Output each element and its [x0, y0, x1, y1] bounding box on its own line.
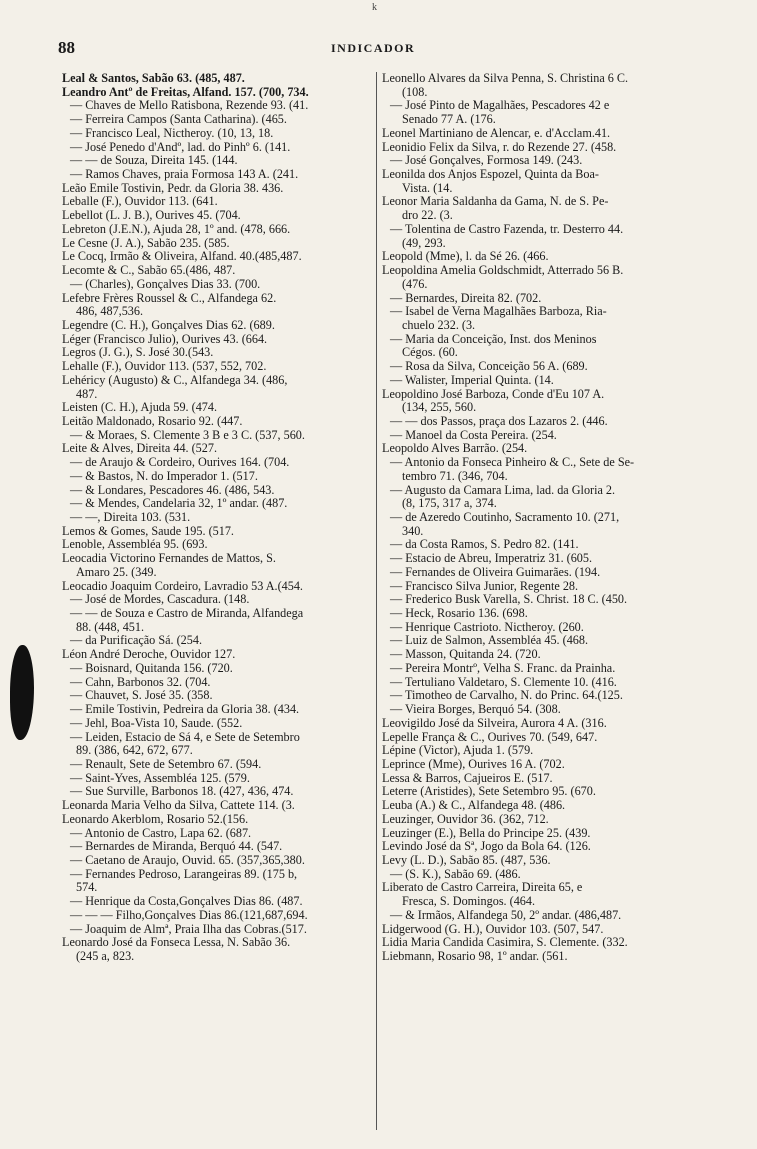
left-column-entry: Leão Emile Tostivin, Pedr. da Gloria 38. 436. [62, 181, 284, 195]
left-column-entry: — Emile Tostivin, Pedreira da Gloria 38. (434. [70, 703, 300, 717]
left-column-entry: Amaro 25. (349. [76, 565, 157, 579]
right-column-entry: — Walister, Imperial Quinta. (14. [390, 373, 554, 387]
right-column-entry: — (S. K.), Sabão 69. (486. [390, 867, 521, 881]
left-column-entry: — Fernandes Pedroso, Larangeiras 89. (175 b, [70, 867, 298, 881]
right-column-entry: chuelo 232. (3. [402, 318, 476, 332]
right-column-entry: Leopoldino José Barboza, Conde d'Eu 107 A. [382, 387, 605, 401]
right-column-entry: (108. [402, 85, 428, 99]
left-column-entry: Lehalle (F.), Ouvidor 113. (537, 552, 702. [62, 360, 267, 374]
right-column-entry: Leuba (A.) & C., Alfandega 48. (486. [382, 799, 566, 813]
left-column-entry: — — de Souza, Direita 145. (144. [70, 154, 238, 168]
right-column-entry: Leopold (Mme), l. da Sé 26. (466. [382, 250, 549, 264]
left-column-entry: — Saint-Yves, Assembléa 125. (579. [70, 771, 250, 785]
left-column-entry: — Chauvet, S. José 35. (358. [70, 689, 213, 703]
left-column-entry: Leonardo José da Fonseca Lessa, N. Sabão 36. [62, 936, 291, 950]
right-column-entry: (134, 255, 560. [402, 401, 477, 415]
left-column-entry: Lehéricy (Augusto) & C., Alfandega 34. (486, [62, 373, 288, 387]
right-column-entry: dro 22. (3. [402, 209, 453, 223]
right-column-entry: — José Gonçalves, Formosa 149. (243. [390, 154, 583, 168]
right-column-entry: — Vieira Borges, Berquó 54. (308. [390, 703, 561, 717]
right-column-entry: — Manoel da Costa Pereira. (254. [390, 428, 557, 442]
right-column-entry: Leonello Alvares da Silva Penna, S. Christina 6 C. [382, 72, 629, 85]
right-column-entry: — Augusto da Camara Lima, lad. da Gloria 2. [390, 483, 616, 497]
left-column-entry: — José Penedo d'Andº, lad. do Pinhº 6. (141. [70, 140, 291, 154]
right-column-entry: Leuzinger, Ouvidor 36. (362, 712. [382, 812, 549, 826]
left-column-entry: — Boisnard, Quitanda 156. (720. [70, 661, 233, 675]
right-column-entry: — Pereira Montrº, Velha S. Franc. da Prainha. [390, 661, 616, 675]
page-number: 88 [58, 38, 75, 57]
right-column-entry: — Frederico Busk Varella, S. Christ. 18 C. (450. [390, 593, 628, 607]
right-column-entry: — Isabel de Verna Magalhães Barboza, Ria- [390, 305, 607, 319]
left-column-entry: — & Moraes, S. Clemente 3 B e 3 C. (537, 560. [70, 428, 305, 442]
left-column-entry: — da Purificação Sá. (254. [70, 634, 202, 648]
right-column-entry: Leonor Maria Saldanha da Gama, N. de S. Pe- [382, 195, 609, 209]
left-column-entry: — & Londares, Pescadores 46. (486, 543. [70, 483, 275, 497]
right-column-entry: — Fernandes de Oliveira Guimarães. (194. [390, 565, 601, 579]
right-column-entry: — Estacio de Abreu, Imperatriz 31. (605. [390, 552, 593, 566]
right-column-entry: Levy (L. D.), Sabão 85. (487, 536. [382, 853, 551, 867]
right-column-entry: Fresca, S. Domingos. (464. [402, 895, 536, 909]
left-column-entry: — Jehl, Boa-Vista 10, Saude. (552. [70, 716, 243, 730]
right-column-entry: — de Azeredo Coutinho, Sacramento 10. (271, [390, 511, 620, 524]
left-column-entry: — de Araujo & Cordeiro, Ourives 164. (704. [70, 456, 290, 470]
left-column-entry: Léger (Francisco Julio), Ourives 43. (664. [62, 332, 268, 346]
right-column-entry: (8, 175, 317 a, 374. [402, 497, 497, 511]
right-column-entry: — Francisco Silva Junior, Regente 28. [390, 579, 579, 593]
right-column-entry: tembro 71. (346, 704. [402, 469, 508, 483]
right-column-entry: Vista. (14. [402, 181, 453, 195]
right-column-entry: — Masson, Quitanda 24. (720. [390, 648, 541, 662]
running-title: INDICADOR [331, 41, 416, 55]
left-column-entry: (245 a, 823. [76, 950, 135, 963]
left-column-entry: 574. [76, 881, 98, 895]
left-column-entry: — (Charles), Gonçalves Dias 33. (700. [70, 277, 261, 291]
page-header [58, 38, 698, 60]
left-column-entry: — Sue Surville, Barbonos 18. (427, 436, 474. [70, 785, 294, 799]
left-column-entry: — Ferreira Campos (Santa Catharina). (465. [70, 113, 287, 127]
left-column-entry: — — — Filho,Gonçalves Dias 86.(121,687,694. [70, 908, 308, 922]
left-column-entry: Lenoble, Assembléa 95. (693. [62, 538, 208, 552]
right-column-entry: Leopoldina Amelia Goldschmidt, Atterrado 56 B. [382, 264, 624, 278]
left-column-entry: Leocadia Victorino Fernandes de Mattos, S. [62, 552, 276, 566]
left-column-entry: Leal & Santos, Sabão 63. (485, 487. [62, 72, 245, 85]
left-column-entry: — Francisco Leal, Nictheroy. (10, 13, 18. [70, 126, 274, 140]
right-column-entry: — Tolentina de Castro Fazenda, tr. Desterro 44. [390, 222, 624, 236]
right-column-entry: Leterre (Aristides), Sete Setembro 95. (670. [382, 785, 596, 799]
column-divider [376, 72, 377, 1130]
left-column-entry: — & Mendes, Candelaria 32, 1º andar. (487. [70, 497, 288, 511]
right-column-entry: Lépine (Victor), Ajuda 1. (579. [382, 744, 534, 758]
right-column-entry: Leovigildo José da Silveira, Aurora 4 A. (316. [382, 716, 607, 730]
left-column-entry: Lebellot (L. J. B.), Ourives 45. (704. [62, 209, 241, 223]
right-column-entry: — Maria da Conceição, Inst. dos Meninos [390, 332, 597, 346]
ink-blot [10, 645, 34, 740]
left-column-entry: — Bernardes de Miranda, Berquó 44. (547. [70, 840, 283, 854]
right-column-entry: Cégos. (60. [402, 346, 458, 360]
top-mark: k [372, 2, 377, 13]
left-column-entry: 487. [76, 387, 98, 401]
right-column-entry: Leprince (Mme), Ourives 16 A. (702. [382, 757, 565, 771]
right-column-entry: — Rosa da Silva, Conceição 56 A. (689. [390, 360, 588, 374]
right-column-entry: Levindo José da Sª, Jogo da Bola 64. (126. [382, 840, 591, 854]
left-column-entry: — Cahn, Barbonos 32. (704. [70, 675, 211, 689]
right-column-entry: (49, 293. [402, 236, 446, 250]
left-column-entry: — Ramos Chaves, praia Formosa 143 A. (241. [70, 168, 299, 182]
left-column-entry: Lemos & Gomes, Saude 195. (517. [62, 524, 234, 538]
left-column-entry: 486, 487,536. [76, 305, 144, 319]
left-column-entry: Leonardo Akerblom, Rosario 52.(156. [62, 812, 249, 826]
right-column-entry: Liberato de Castro Carreira, Direita 65, e [382, 881, 583, 895]
right-column-entry: — Henrique Castrioto. Nictheroy. (260. [390, 620, 584, 634]
left-column-entry: — Chaves de Mello Ratisbona, Rezende 93. (41. [70, 99, 309, 113]
right-column-entry: — — dos Passos, praça dos Lazaros 2. (446. [390, 414, 608, 428]
left-column-entry: — Leiden, Estacio de Sá 4, e Sete de Setembro [70, 730, 300, 744]
left-column-entry: — Caetano de Araujo, Ouvid. 65. (357,365,380. [70, 853, 305, 867]
right-column-entry: — Luiz de Salmon, Assembléa 45. (468. [390, 634, 589, 648]
left-column-entry: Le Cesne (J. A.), Sabão 235. (585. [62, 236, 230, 250]
left-column-entry: Lebreton (J.E.N.), Ajuda 28, 1º and. (478, 666. [62, 222, 291, 236]
right-column-entry: — Timotheo de Carvalho, N. do Princ. 64.(125. [390, 689, 623, 703]
right-column-entry: — da Costa Ramos, S. Pedro 82. (141. [390, 538, 579, 552]
right-column-entry: Lidia Maria Candida Casimira, S. Clemente. (332. [382, 936, 628, 950]
left-column-entry: — & Bastos, N. do Imperador 1. (517. [70, 469, 258, 483]
right-column-entry: Leuzinger (E.), Bella do Principe 25. (439. [382, 826, 591, 840]
left-column-entry: Leballe (F.), Ouvidor 113. (641. [62, 195, 218, 209]
right-column-entry: — Tertuliano Valdetaro, S. Clemente 10. (416. [390, 675, 617, 689]
left-column-entry: Lecomte & C., Sabão 65.(486, 487. [62, 264, 236, 278]
left-column-entry: Léon André Deroche, Ouvidor 127. [62, 648, 236, 662]
left-column-entry: — Renault, Sete de Setembro 67. (594. [70, 757, 262, 771]
left-column-entry: Leandro Antº de Freitas, Alfand. 157. (700, 734. [62, 85, 309, 99]
left-column-entry: 88. (448, 451. [76, 620, 145, 634]
left-column-entry: — José de Mordes, Cascadura. (148. [70, 593, 250, 607]
right-column-entry: — & Irmãos, Alfandega 50, 2º andar. (486,487. [390, 908, 622, 922]
right-column-entry: — Bernardes, Direita 82. (702. [390, 291, 542, 305]
left-column-entry: Legros (J. G.), S. José 30.(543. [62, 346, 214, 360]
left-column-entry: Leitão Maldonado, Rosario 92. (447. [62, 414, 243, 428]
right-column-entry: Senado 77 A. (176. [402, 113, 496, 127]
right-column-entry: Leonel Martiniano de Alencar, e. d'Acclam.41. [382, 126, 611, 140]
left-column-entry: 89. (386, 642, 672, 677. [76, 744, 193, 758]
left-column-entry: — Antonio de Castro, Lapa 62. (687. [70, 826, 252, 840]
left-column-entry: Le Cocq, Irmão & Oliveira, Alfand. 40.(485,487. [62, 250, 302, 264]
left-column-entry: Leonarda Maria Velho da Silva, Cattete 114. (3. [62, 799, 295, 813]
left-column-entry: Leite & Alves, Direita 44. (527. [62, 442, 218, 456]
right-column-entry: Liebmann, Rosario 98, 1º andar. (561. [382, 950, 568, 963]
left-column-entry: Leocadio Joaquim Cordeiro, Lavradio 53 A.(454. [62, 579, 303, 593]
right-column-entry: Leonidio Felix da Silva, r. do Rezende 27. (458. [382, 140, 617, 154]
right-column-entry: 340. [402, 524, 424, 538]
left-column-entry: — —, Direita 103. (531. [70, 511, 191, 524]
left-column-entry: — Henrique da Costa,Gonçalves Dias 86. (487. [70, 895, 303, 909]
right-column-entry: — José Pinto de Magalhães, Pescadores 42 e [390, 99, 610, 113]
left-column-entry: — Joaquim de Almª, Praia Ilha das Cobras.(517. [70, 922, 307, 936]
left-column-entry: Legendre (C. H.), Gonçalves Dias 62. (689. [62, 318, 275, 332]
right-column-entry: (476. [402, 277, 428, 291]
right-column [382, 72, 707, 964]
right-column-entry: — Heck, Rosario 136. (698. [390, 607, 528, 621]
right-column-entry: Leonilda dos Anjos Espozel, Quinta da Boa- [382, 168, 599, 182]
right-column-entry: Lepelle França & C., Ourives 70. (549, 647. [382, 730, 598, 744]
right-column-entry: Lidgerwood (G. H.), Ouvidor 103. (507, 547. [382, 922, 604, 936]
right-column-entry: — Antonio da Fonseca Pinheiro & C., Sete de Se- [390, 456, 635, 470]
left-column-entry: Leisten (C. H.), Ajuda 59. (474. [62, 401, 218, 415]
left-column-entry: Lefebre Frères Roussel & C., Alfandega 62. [62, 291, 277, 305]
right-column-entry: Lessa & Barros, Cajueiros E. (517. [382, 771, 553, 785]
left-column-entry: — — de Souza e Castro de Miranda, Alfandega [70, 607, 304, 621]
left-column [62, 72, 374, 964]
right-column-entry: Leopoldo Alves Barrão. (254. [382, 442, 528, 456]
